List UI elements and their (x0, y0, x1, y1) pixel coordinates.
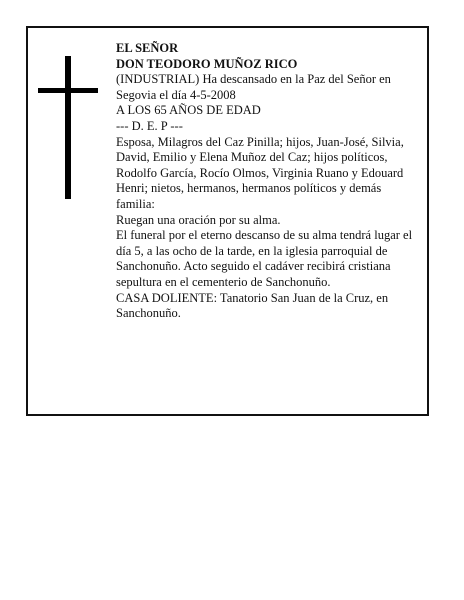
family-list: Esposa, Milagros del Caz Pinilla; hijos, Juan-José, Silvia, David, Emilio y Elena Muñoz del Caz; hijos políticos, Rodolfo García, Rocío Olmos, Virginia Ruano y Edouard Henri; nietos, hermanos, hermanos políticos y demás familia: (116, 134, 404, 211)
obituary-notice (26, 26, 429, 416)
mourning-house: CASA DOLIENTE: Tanatorio San Juan de la Cruz, en Sanchonuño. (116, 290, 389, 321)
deceased-name: DON TEODORO MUÑOZ RICO (116, 56, 298, 71)
cross-horizontal-bar (38, 88, 98, 93)
cross-icon (38, 56, 98, 199)
funeral-details: El funeral por el eterno descanso de su alma tendrá lugar el día 5, a las ocho de la tarde, en la iglesia parroquial de Sanchonuño. Acto seguido el cadáver recibirá cristiana sepultura en el cementerio de Sanchonuño. (116, 228, 413, 289)
notice-text (116, 41, 418, 322)
notice-heading-title: EL SEÑOR (116, 41, 179, 55)
age-line: A LOS 65 AÑOS DE EDAD (116, 103, 261, 118)
death-announcement: (INDUSTRIAL) Ha descansado en la Paz del Señor en Segovia el día 4-5-2008 (116, 72, 391, 102)
cross-vertical-bar (65, 56, 71, 199)
prayer-request: Ruegan una oración por su alma. (116, 212, 281, 227)
rip-line: --- D. E. P --- (116, 118, 183, 133)
